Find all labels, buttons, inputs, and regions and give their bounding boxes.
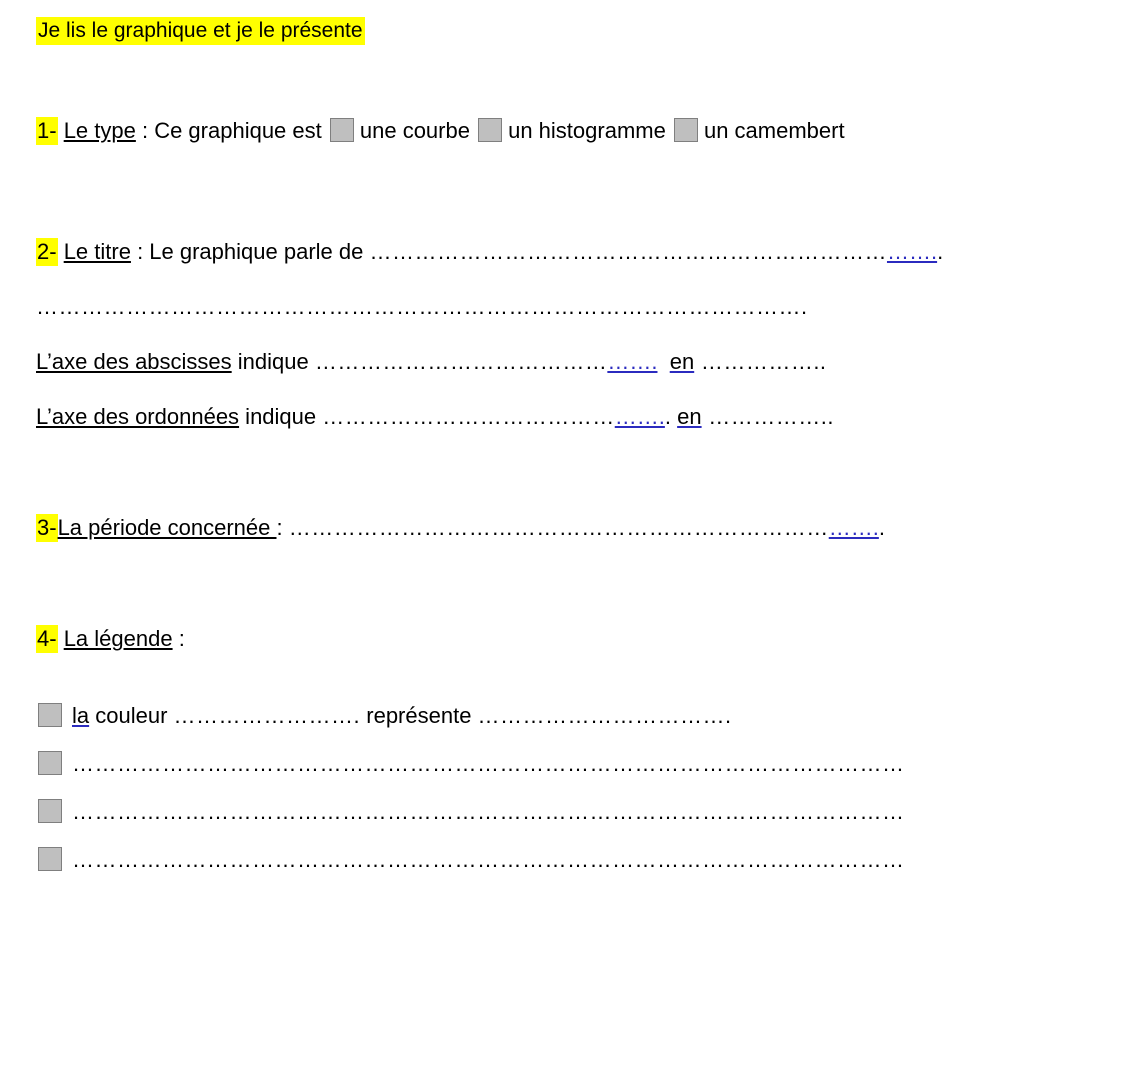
question-4-label: La légende (63, 626, 173, 652)
answer-blank-titre-1-blue[interactable]: ……. (886, 239, 938, 265)
question-3 (36, 511, 1083, 544)
option-label-courbe: une courbe (359, 118, 470, 144)
spacer-after-q2 (36, 455, 1083, 511)
checkbox-legend-3[interactable] (38, 799, 62, 823)
answer-blank-ordonnees[interactable]: ………………………………… (322, 404, 615, 430)
question-2-prompt: : Le graphique parle de (130, 239, 370, 265)
question-1-label: Le type (63, 118, 136, 144)
abscisses-prompt: indique (231, 349, 315, 375)
ordonnees-line (36, 400, 1083, 433)
answer-blank-periode-blue[interactable]: ……. (828, 515, 879, 541)
question-3-label: La période concernée (57, 515, 277, 541)
question-4-heading (36, 622, 1083, 655)
legend-row-1-text: couleur (89, 703, 174, 729)
question-3-number: 3- (37, 515, 57, 541)
ordonnees-period: . (664, 404, 671, 430)
legend-row-1-middle: représente (360, 703, 478, 729)
answer-blank-legend-3[interactable]: ………………………………………………………………………………………………… (72, 799, 905, 825)
question-1-prompt: : Ce graphique est (135, 118, 328, 144)
abscisses-label: L’axe des abscisses (36, 349, 232, 375)
spacer-after-q3 (36, 566, 1083, 622)
answer-blank-legend-4[interactable]: ………………………………………………………………………………………………… (72, 847, 905, 873)
question-2-line-1 (36, 235, 1083, 268)
page-title-text: Je lis le graphique et je le présente (36, 17, 365, 45)
legend-row-1 (36, 703, 1083, 729)
question-3-line (36, 511, 1083, 544)
checkbox-legend-2[interactable] (38, 751, 62, 775)
question-2-number: 2- (37, 239, 57, 265)
question-4 (36, 622, 1083, 655)
ordonnees-label: L’axe des ordonnées (36, 404, 240, 430)
checkbox-legend-1[interactable] (38, 703, 62, 727)
legend-row-3 (36, 799, 1083, 825)
option-label-histogramme: un histogramme (508, 118, 666, 144)
answer-blank-titre-1[interactable]: …………………………………………………………… (369, 239, 887, 265)
checkbox-histogramme[interactable] (478, 118, 502, 142)
legend-row-1-article: la (72, 703, 90, 729)
legend-row-2 (36, 751, 1083, 777)
question-1 (36, 114, 1083, 147)
spacer-before-legend (36, 677, 1083, 703)
answer-blank-abscisses-blue[interactable]: ……. (607, 349, 658, 375)
answer-blank-ordonnees-unit[interactable]: …………….. (701, 404, 834, 430)
legend-row-4 (36, 847, 1083, 873)
question-2-period: . (937, 239, 944, 265)
answer-blank-abscisses[interactable]: ………………………………… (314, 349, 608, 375)
answer-blank-periode[interactable]: ……………………………………………………………… (288, 515, 829, 541)
ordonnees-en: en (677, 404, 702, 430)
answer-blank-legend-color-1[interactable]: ……………………. (173, 703, 361, 729)
question-2-label: Le titre (63, 239, 131, 265)
page-title (36, 18, 1083, 44)
question-4-prompt: : (172, 626, 185, 652)
ordonnees-prompt: indique (239, 404, 323, 430)
checkbox-courbe[interactable] (330, 118, 354, 142)
answer-blank-ordonnees-blue[interactable]: ……. (614, 404, 665, 430)
checkbox-camembert[interactable] (674, 118, 698, 142)
answer-blank-legend-2[interactable]: ………………………………………………………………………………………………… (72, 751, 905, 777)
question-3-period: . (878, 515, 885, 541)
option-label-camembert: un camembert (703, 118, 845, 144)
question-2-line-2 (36, 290, 1083, 323)
question-1-number: 1- (37, 118, 57, 144)
answer-blank-legend-meaning-1[interactable]: ……………………………. (477, 703, 732, 729)
question-4-number: 4- (37, 626, 57, 652)
question-3-prompt: : (276, 515, 289, 541)
checkbox-legend-4[interactable] (38, 847, 62, 871)
question-2 (36, 235, 1083, 433)
answer-blank-abscisses-unit[interactable]: …………….. (694, 349, 827, 375)
abscisses-line (36, 345, 1083, 378)
answer-blank-titre-2[interactable]: …………………………………………………………………………………………. (36, 294, 808, 320)
abscisses-en: en (669, 349, 695, 375)
